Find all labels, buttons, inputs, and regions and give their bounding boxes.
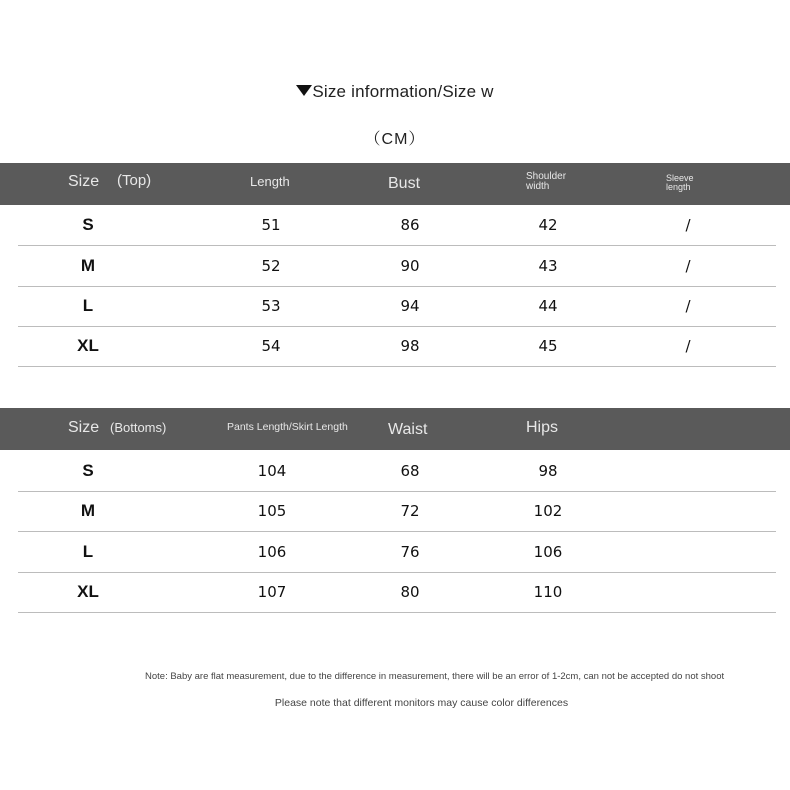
header-shoulder-line2: width bbox=[526, 181, 550, 192]
cell-size: M bbox=[80, 256, 96, 275]
header-pants-length: Pants Length/Skirt Length bbox=[227, 421, 348, 433]
page-title bbox=[0, 82, 790, 102]
table-row bbox=[18, 572, 776, 613]
header-bust: Bust bbox=[388, 175, 421, 192]
header-size: Size bbox=[68, 419, 100, 436]
cell-pants-length: 107 bbox=[257, 583, 287, 601]
table-row bbox=[18, 286, 776, 327]
bottom-table-header bbox=[0, 408, 790, 450]
cell-size: L bbox=[82, 542, 94, 561]
cell-bust: 90 bbox=[400, 257, 420, 275]
cell-size: S bbox=[82, 215, 94, 234]
cell-waist: 68 bbox=[400, 462, 420, 480]
cell-bust: 94 bbox=[400, 297, 420, 315]
cell-pants-length: 104 bbox=[257, 462, 287, 480]
cell-length: 54 bbox=[261, 337, 281, 355]
cell-waist: 80 bbox=[400, 583, 420, 601]
top-table-header bbox=[0, 163, 790, 205]
table-row bbox=[18, 246, 776, 287]
cell-bust: 86 bbox=[400, 216, 420, 234]
cell-hips: 110 bbox=[533, 583, 563, 601]
cell-waist: 72 bbox=[400, 502, 420, 520]
unit-label: （CM） bbox=[364, 131, 426, 148]
cell-shoulder: 44 bbox=[538, 297, 558, 315]
header-size-note: (Top) bbox=[117, 172, 152, 189]
header-sleeve-line2: length bbox=[666, 182, 691, 192]
cell-sleeve: / bbox=[685, 216, 691, 234]
cell-size: L bbox=[82, 296, 94, 315]
cell-length: 52 bbox=[261, 257, 281, 275]
cell-hips: 102 bbox=[533, 502, 563, 520]
cell-hips: 106 bbox=[533, 543, 563, 561]
cell-sleeve: / bbox=[685, 337, 691, 355]
cell-size: XL bbox=[77, 582, 99, 601]
cell-sleeve: / bbox=[685, 257, 691, 275]
color-note: Please note that different monitors may cause color differences bbox=[274, 697, 569, 709]
cell-size: XL bbox=[77, 336, 99, 355]
cell-length: 53 bbox=[261, 297, 281, 315]
cell-pants-length: 106 bbox=[257, 543, 287, 561]
cell-shoulder: 45 bbox=[538, 337, 558, 355]
header-size: Size bbox=[68, 173, 100, 190]
cell-shoulder: 42 bbox=[538, 216, 558, 234]
cell-size: S bbox=[82, 461, 94, 480]
cell-length: 51 bbox=[261, 216, 281, 234]
measurement-note: Note: Baby are flat measurement, due to the difference in measurement, there will be an error of 1-2cm, can not be accepted do not shoot bbox=[145, 671, 725, 682]
cell-waist: 76 bbox=[400, 543, 420, 561]
header-hips: Hips bbox=[526, 419, 559, 436]
cell-shoulder: 43 bbox=[538, 257, 558, 275]
cell-hips: 98 bbox=[538, 462, 558, 480]
table-row bbox=[18, 451, 776, 492]
table-row bbox=[18, 491, 776, 532]
triangle-down-icon bbox=[296, 85, 312, 96]
header-sleeve-line1: Sleeve bbox=[666, 173, 694, 183]
table-row bbox=[18, 326, 776, 367]
title-text: Size information/Size w bbox=[312, 82, 494, 101]
cell-bust: 98 bbox=[400, 337, 420, 355]
header-waist: Waist bbox=[388, 421, 428, 438]
table-row bbox=[18, 532, 776, 573]
cell-size: M bbox=[80, 501, 96, 520]
cell-pants-length: 105 bbox=[257, 502, 287, 520]
cell-sleeve: / bbox=[685, 297, 691, 315]
header-shoulder-line1: Shoulder bbox=[526, 171, 567, 182]
header-length: Length bbox=[250, 174, 290, 189]
table-row bbox=[18, 205, 776, 246]
header-size-note: (Bottoms) bbox=[110, 420, 167, 435]
